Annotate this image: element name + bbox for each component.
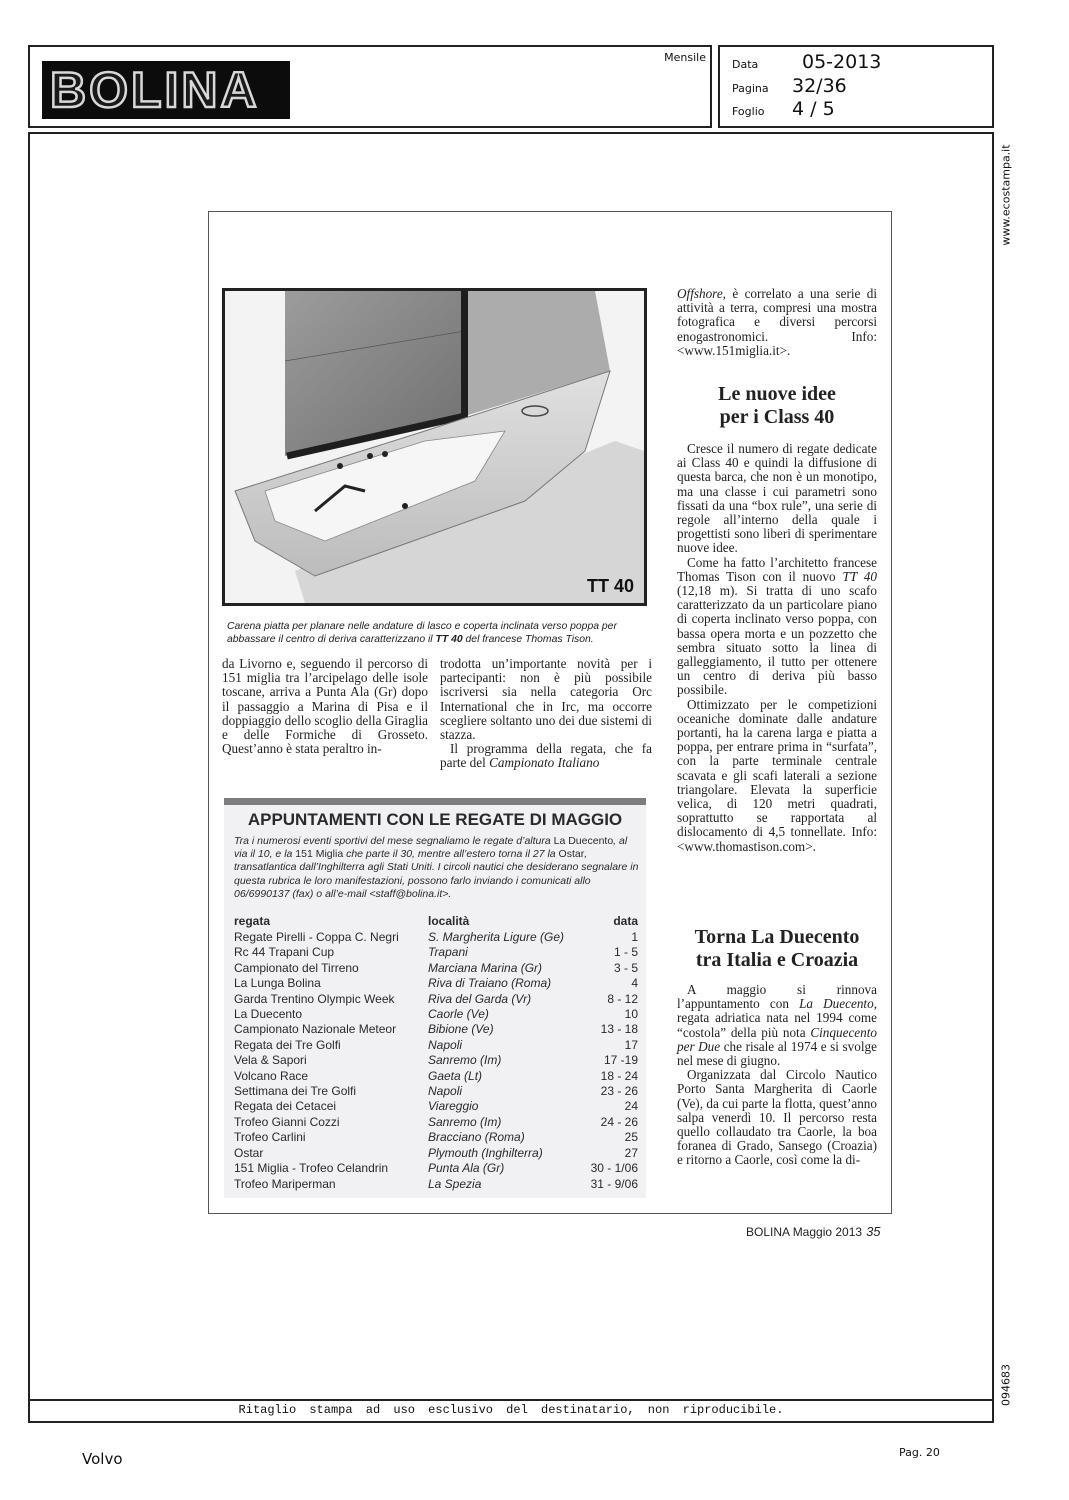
section-duecento-body	[677, 983, 877, 1168]
cell-data: 1 - 5	[613, 945, 638, 960]
box-top-bar	[224, 798, 646, 805]
table-row	[234, 930, 638, 945]
cell-data: 4	[631, 976, 638, 991]
cell-localita: Viareggio	[428, 1099, 479, 1114]
text: Come ha fatto l’architetto francese Thomas Tison con il nuovo	[677, 554, 877, 584]
text: che parte il 30, mentre all’estero torna il 27 la	[343, 848, 559, 861]
text: (12,18 m). Si tratta di uno scafo caratterizzato da un particolare piano di coperta inclinato verso poppa, con bassa opera morta e un pozzetto che sembra situato sotto la linea di galleggiamento, il tutto per ottenere un centro di deriva più basso possibile.	[677, 583, 877, 698]
cell-data: 17	[624, 1037, 638, 1052]
cell-localita: S. Margherita Ligure (Ge)	[428, 930, 565, 944]
cell-data: 1	[631, 930, 638, 944]
meta-value: 4 / 5	[792, 98, 835, 120]
column-header-data: data	[613, 914, 638, 928]
meta-date	[732, 51, 881, 73]
article-column-2	[440, 657, 652, 771]
cell-data: 3 - 5	[613, 960, 638, 975]
caption-bold: TT 40	[435, 634, 463, 645]
cell-regata: Settimana dei Tre Golfi	[234, 1084, 357, 1099]
paragraph: Organizzata dal Circolo Nautico Porto Santa Margherita di Caorle (Ve), da cui parte la flotta, quest’anno salpa venerdì 10. Il percorso resta quello collaudato tra Caorle, la boa foranea di Grado, Sansego (Croazia) e ritorno a Caorle, così come la di-	[677, 1067, 877, 1168]
table-row	[234, 945, 638, 960]
cell-data: 17 -19	[603, 1053, 638, 1068]
table-row	[234, 1053, 638, 1068]
cell-regata: La Duecento	[234, 1007, 303, 1022]
table-row	[234, 1022, 638, 1037]
cell-regata: Regata dei Tre Golfi	[234, 1037, 341, 1052]
side-url	[998, 140, 1014, 250]
document-code: 094683	[999, 1364, 1013, 1406]
meta-value: 05-2013	[802, 51, 882, 73]
cell-localita: Sanremo (Im)	[428, 1114, 502, 1129]
table-header-row	[234, 912, 638, 930]
cell-localita: Trapani	[428, 945, 468, 960]
table-row	[234, 1115, 638, 1130]
meta-label: Pagina	[732, 82, 769, 95]
table-row	[234, 1038, 638, 1053]
table-row	[234, 1007, 638, 1022]
emphasis: Cinquecento per Due	[677, 1024, 877, 1054]
table-row	[234, 1161, 638, 1176]
cell-regata: Regata dei Cetacei	[234, 1099, 337, 1114]
text: , transatlantica dall’Inghilterra agli Stati Uniti. I circoli nautici che desiderano segnalare in questa rubrica le loro manifestazioni, possono farlo inviando i comunicati allo 06/6990137 (fax) o all’e-mail <staff@bolina.it>.	[234, 848, 639, 900]
text: , è correlato a una serie di attività a terra, compresi una mostra fotografica e diversi percorsi enogastronomici. Info: <www.151miglia.it>.	[677, 286, 877, 358]
header-meta	[718, 45, 994, 128]
page-number: 35	[866, 1224, 881, 1239]
magazine-issue: BOLINA Maggio 2013	[746, 1225, 863, 1239]
meta-label: Data	[732, 58, 759, 71]
client-name: Volvo	[82, 1450, 123, 1468]
heading-line: Le nuove idee	[718, 383, 836, 405]
cell-regata: Campionato Nazionale Meteor	[234, 1022, 397, 1037]
header-masthead	[28, 45, 712, 128]
figure-caption	[227, 620, 657, 646]
cell-localita: Riva del Garda (Vr)	[428, 991, 532, 1006]
emphasis: La Duecento	[799, 996, 874, 1012]
text: 151 Miglia	[295, 848, 344, 861]
cell-localita: Punta Ala (Gr)	[428, 1161, 505, 1176]
section-class40-body	[677, 442, 877, 854]
cell-regata: Vela & Sapori	[234, 1053, 307, 1068]
cell-localita: Plymouth (Inghilterra)	[428, 1145, 543, 1160]
ecostampa-url: www.ecostampa.it	[999, 144, 1013, 246]
cell-data: 24 - 26	[600, 1114, 638, 1129]
meta-page	[732, 75, 847, 97]
table-row	[234, 1099, 638, 1114]
cell-localita: La Spezia	[428, 1176, 482, 1191]
table-row	[234, 992, 638, 1007]
table-row	[234, 1084, 638, 1099]
text: , al via il 10, e la	[234, 835, 628, 861]
figure-label: TT 40	[586, 576, 634, 596]
boat-illustration	[222, 288, 647, 606]
cell-localita: Bracciano (Roma)	[428, 1130, 525, 1145]
regatta-table	[234, 912, 638, 1192]
emphasis: TT 40	[842, 568, 877, 584]
cell-regata: 151 Miglia - Trofeo Celandrin	[234, 1161, 389, 1176]
table-row	[234, 1146, 638, 1161]
clipping-page-number: Pag. 20	[899, 1446, 940, 1459]
paragraph	[677, 287, 877, 358]
paragraph	[440, 742, 652, 770]
cell-regata: Trofeo Carlini	[234, 1130, 306, 1145]
cell-localita: Gaeta (Lt)	[428, 1068, 483, 1083]
cell-regata: Trofeo Mariperman	[234, 1176, 336, 1191]
meta-sheet	[732, 98, 835, 120]
emphasis: Campionato Italiano	[489, 755, 600, 771]
table-row	[234, 1069, 638, 1084]
column-header-localita: località	[428, 914, 470, 928]
paragraph	[677, 983, 877, 1068]
caption-text: Carena piatta per planare nelle andature di lasco e coperta inclinata verso poppa per abbassare il centro di deriva caratterizzano il	[227, 621, 617, 645]
frequency-label: Mensile	[664, 51, 706, 64]
cell-localita: Napoli	[428, 1084, 463, 1099]
sailboat-drawing	[225, 291, 644, 603]
cell-regata: Rc 44 Trapani Cup	[234, 945, 335, 960]
emphasis: Offshore	[677, 286, 723, 301]
section-heading-duecento	[677, 926, 877, 972]
cell-regata: Garda Trentino Olympic Week	[234, 991, 395, 1006]
cell-localita: Marciana Marina (Gr)	[428, 960, 543, 975]
column-header-regata: regata	[234, 914, 271, 928]
cell-regata: Volcano Race	[234, 1068, 309, 1083]
heading-line: tra Italia e Croazia	[695, 949, 859, 971]
cell-localita: Sanremo (Im)	[428, 1053, 502, 1068]
cell-regata: Campionato del Tirreno	[234, 960, 359, 975]
text: , regata adriatica nata nel 1994 come “costola” della più nota	[677, 996, 877, 1040]
table-row	[234, 976, 638, 991]
cell-data: 25	[624, 1130, 638, 1145]
cell-data: 18 - 24	[600, 1068, 638, 1083]
paragraph: da Livorno e, seguendo il percorso di 151 miglia tra l’arcipelago delle isole toscane, arriva a Punta Ala (Gr) dopo il passaggio a Marina di Pisa e il doppiaggio dello scoglio della Giraglia e delle Formiche di Grosseto. Quest’anno è stata peraltro in-	[222, 656, 428, 757]
page-footer	[746, 1224, 881, 1239]
paragraph: trodotta un’importante novità per i partecipanti: non è più possibile iscriversi sia nella categoria Orc International che in Irc, ma occorre scegliere soltanto uno dei due sistemi di stazza.	[440, 656, 652, 743]
paragraph	[677, 556, 877, 698]
cell-regata: Ostar	[234, 1145, 264, 1160]
article-column-3-top	[677, 287, 877, 358]
cell-localita: Napoli	[428, 1037, 463, 1052]
cell-localita: Bibione (Ve)	[428, 1022, 494, 1037]
table-row	[234, 1130, 638, 1145]
text: Il programma della regata, che fa parte del	[440, 741, 652, 771]
article-column-1	[222, 657, 428, 756]
cell-regata: Regate Pirelli - Coppa C. Negri	[234, 930, 399, 944]
cell-data: 10	[624, 1007, 638, 1022]
section-heading-class40	[677, 383, 877, 429]
box-title: APPUNTAMENTI CON LE REGATE DI MAGGIO	[247, 810, 623, 829]
regatta-calendar-box	[224, 798, 646, 1198]
meta-value: 32/36	[792, 75, 847, 97]
cell-data: 23 - 26	[600, 1084, 638, 1099]
caption-text: del francese Thomas Tison.	[462, 634, 594, 645]
table-row	[234, 961, 638, 976]
paragraph: Ottimizzato per le competizioni oceaniche dominate dalle andature portanti, ha la carena larga e piatta a poppa, per entrare prima in “surfata”, con la parte terminale centrale scavata e gli scafi laterali a sezione triangolare. Elevata la superficie velica, di 120 metri quadrati, soprattutto se rapportata al dislocamento di 4,5 tonnellate. Info: <www.thomastison.com>.	[677, 696, 877, 854]
heading-line: per i Class 40	[719, 406, 835, 428]
side-code	[998, 1360, 1014, 1410]
cell-localita: Riva di Traiano (Roma)	[428, 976, 552, 991]
cell-data: 30 - 1/06	[590, 1161, 638, 1176]
copyright-notice: Ritaglio stampa ad uso esclusivo del destinatario, non riproducibile.	[30, 1399, 992, 1421]
cell-data: 27	[624, 1145, 638, 1160]
meta-label: Foglio	[732, 105, 765, 118]
text: Ostar	[558, 848, 585, 861]
logo-text: BOLINA	[50, 62, 260, 118]
cell-data: 24	[624, 1099, 638, 1114]
cell-data: 13 - 18	[600, 1022, 638, 1037]
box-intro	[234, 835, 642, 901]
text: che risale al 1974 e si svolge nel mese di giugno.	[677, 1038, 877, 1069]
cell-regata: Trofeo Gianni Cozzi	[234, 1114, 340, 1129]
text: La Duecento	[553, 835, 614, 847]
text: Tra i numerosi eventi sportivi del mese segnaliamo le regate d’altura	[234, 835, 554, 847]
table-row	[234, 1177, 638, 1192]
cell-regata: La Lunga Bolina	[234, 976, 321, 991]
heading-line: Torna La Duecento	[694, 926, 860, 948]
bolina-logo	[42, 61, 290, 119]
text: A maggio si rinnova l’appuntamento con	[677, 982, 877, 1012]
cell-data: 8 - 12	[607, 991, 638, 1006]
cell-localita: Caorle (Ve)	[428, 1007, 489, 1022]
paragraph: Cresce il numero di regate dedicate ai Class 40 e quindi la diffusione di questa barca, che non è un monotipo, ma una classe i cui parametri sono fissati da una “box rule”, una serie di regole all’interno della quale i progettisti sono liberi di sperimentare nuove idee.	[677, 441, 877, 556]
cell-data: 31 - 9/06	[590, 1176, 638, 1191]
